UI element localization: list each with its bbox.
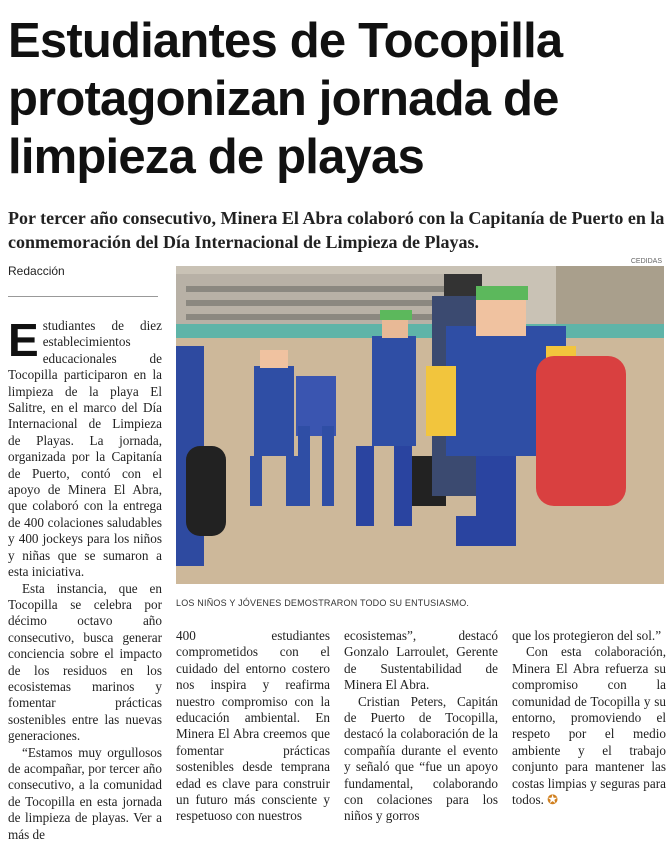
byline: Redacción [8,264,65,278]
paragraph-3-end: ecosistemas”, destacó Gonzalo Larroulet, Gerente de Sustentabilidad de Minera El Abra. [344,628,498,693]
paragraph-1 [8,314,162,581]
text-column-3 [344,628,498,825]
end-mark-icon: ✪ [547,792,559,808]
photo-credit: CEDIDAS [630,258,662,265]
paragraph-4-start: Cristian Peters, Capitán de Puerto de Tocopilla, destacó la colaboración de la compañía durante el evento y señaló que “fue un apoyo fundamental, colaborando con colaciones para los niños y gorros [344,693,498,824]
beach-cleanup-photo [176,266,664,584]
paragraph-1-text: studiantes de diez establecimientos educacionales de Tocopilla participaron en la limpieza de la playa El Salitre, en el marco del Día Internacional de Limpieza de Playas. La jornada, organizada por la Capitanía de Puerto, contó con el apoyo de Minera El Abra, que colaboró con la entrega de 400 colaciones saludables y 400 jockeys para los niños y niñas que se sumaron a esta iniciativa. [8,318,162,580]
text-column-1 [8,314,162,843]
paragraph-3-cont: 400 estudiantes comprometidos con el cuidado del entorno costero nos inspira y reafirma nuestro compromiso con la educación ambiental. En Minera El Abra creemos que fomentar prácticas sostenibles desde temprana edad es clave para construir un futuro más consciente y respetuoso con nuestros [176,628,330,824]
paragraph-5 [512,644,666,808]
photo-caption: LOS NIÑOS Y JÓVENES DEMOSTRARON TODO SU ENTUSIASMO. [176,598,470,608]
paragraph-4-end: que los protegieron del sol.” [512,628,662,643]
byline-divider [8,296,158,297]
text-column-4 [512,628,666,808]
paragraph-5-text: Con esta colaboración, Minera El Abra refuerza su compromiso con la comunidad de Tocopilla y su entorno, promoviendo el respeto por el medio ambiente y el trabajo conjunto para mantener las costas limpias y seguras para todos. [512,644,666,808]
drop-cap: E [8,314,39,366]
article-headline: Estudiantes de Tocopilla protagonizan jornada de limpieza de playas [8,14,563,184]
text-column-2 [176,628,330,825]
paragraph-2: Esta instancia, que en Tocopilla se celebra por décimo octavo año consecutivo, busca generar conciencia sobre el impacto de los residuos en los ecosistemas marinos y fomentar prácticas sostenibles entre las nuevas generaciones. [8,580,162,744]
paragraph-3-start: “Estamos muy orgullosos de acompañar, por tercer año consecutivo, a la comunidad de Tocopilla en esta jornada de limpieza de playas. Ver a más de [8,744,162,842]
article-subhead: Por tercer año consecutivo, Minera El Abra colaboró con la Capitanía de Puerto en la conmemoración del Día Internacional de Limpieza de Playas. [8,208,665,252]
